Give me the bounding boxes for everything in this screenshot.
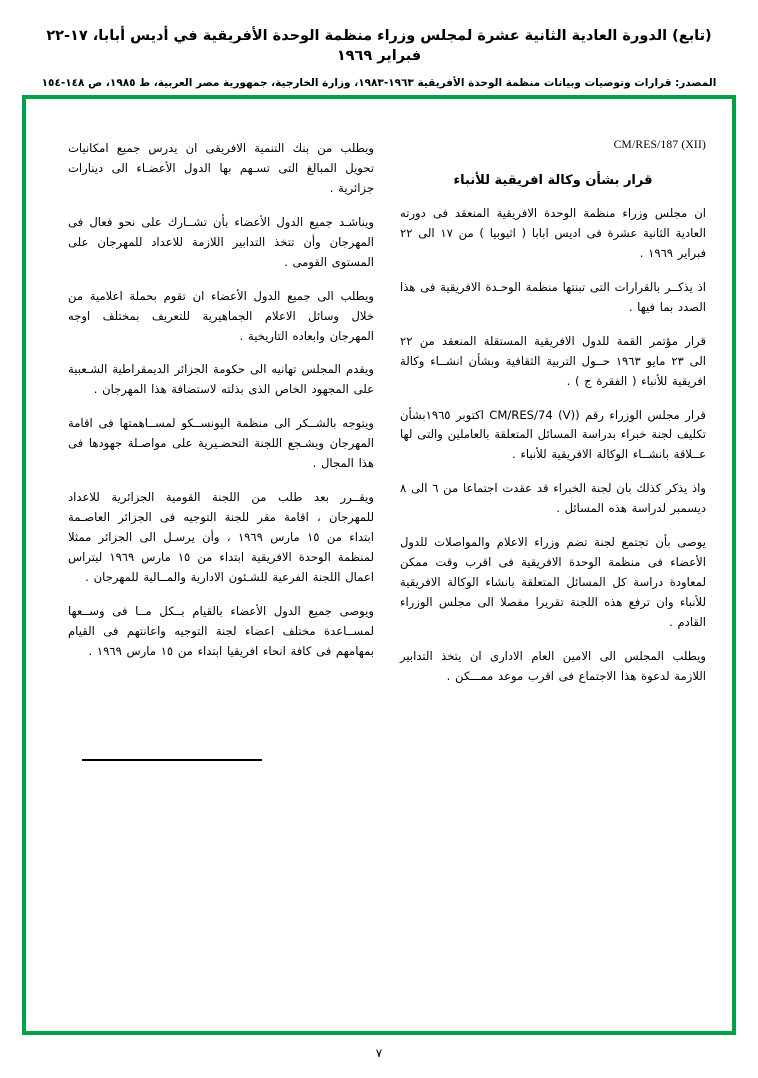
paragraph: يوصى بأن تجتمع لجنة تضم وزراء الاعلام والمواصلات للدول الأعضاء فى منظمة الوحدة الافريقية فى اقرب وقت ممكن لمعاودة دراسة كل المسائل المتعلقة بانشاء الوكالة الافريقية للأنباء وان ترفع هذه اللجنة تقريرا مفصلا الى مجلس الوزراء القادم . bbox=[400, 535, 706, 629]
paragraph: واذ يذكر كذلك بان لجنة الخبراء قد عقدت اجتماعا من ٦ الى ٨ ديسمبر لدراسة هذه المسائل . bbox=[400, 481, 706, 516]
paragraph: ويقــرر بعد طلب من اللجنة القومية الجزائرية للاعداد للمهرجان ، اقامة مقر للجنة التوجيه فى الجزائر العاصـمة ابتداء من ١٥ مارس ١٩٦٩ ، وأن يرسـل الى الجزائر ممثلا لمنظمة الوحدة الافريقية ابتداء من ١٥ مارس ١٩٦٩ ليتراس اعمال اللجنة الفرعية للشـئون الادارية والمــالية للمهرجان . bbox=[68, 490, 374, 584]
paragraph: قرار مؤتمر القمة للدول الافريقية المستقلة المنعقد من ٢٢ الى ٢٣ مايو ١٩٦٣ حــول التربية الثقافية وبشأن انشــاء وكالة افريقية للأنباء ( الفقرة ج ) . bbox=[400, 333, 706, 388]
resolution-code: CM/RES/187 (XII) bbox=[613, 139, 706, 151]
two-column-body bbox=[52, 125, 706, 1011]
page-header bbox=[0, 26, 758, 90]
content-frame bbox=[22, 95, 736, 1035]
header-title: (تابع) الدورة العادية الثانية عشرة لمجلس وزراء منظمة الوحدة الأفريقية في أديس أبابا، ١٧-٢٢ فبراير ١٩٦٩ bbox=[46, 28, 712, 65]
paragraph: ويتوجه بالشــكر الى منظمة اليونســكو لمســاهمتها فى اقامة المهرجان ويشـجع اللجنة التحضـيرية على مواصـلة جهودها فى هذا المجال . bbox=[68, 416, 374, 471]
paragraph: ويقدم المجلس تهانيه الى حكومة الجزائر الديمقراطية الشـعبية على المجهود الخاص الذى بذلته لاستضافة هذا المهرجان . bbox=[68, 362, 374, 397]
paragraph: ويناشـد جميع الدول الأعضاء بأن تشــارك على نحو فعال فى المهرجان وأن تتخذ التدابير اللازمة للاعداد للمهرجان على المستوى القومى . bbox=[68, 214, 374, 269]
paragraph: ويطلب الى جميع الدول الأعضاء ان تقوم بحملة اعلامية من خلال وسائل الاعلام الجماهيرية للتعريف بمختلف اوجه المهرجان وابعاده التاريخية . bbox=[68, 288, 374, 343]
section-divider bbox=[82, 759, 262, 761]
paragraph: ويوصى جميع الدول الأعضاء بالقيام بــكل مــا فى وســعها لمســاعدة مختلف اعضاء لجنة التوجيه واعانتهم فى القيام بمهامهم فى كافة انحاء افريقيا ابتداء من ١٥ مارس ١٩٦٩ . bbox=[68, 603, 374, 658]
header-source: المصدر: قرارات وتوصيات وبيانات منظمة الوحدة الأفريقية ١٩٦٣-١٩٨٣، وزارة الخارجية، جمهورية مصر العربية، ط ١٩٨٥، ص ١٤٨-١٥٤ bbox=[41, 76, 717, 89]
paragraph: ان مجلس وزراء منظمة الوحدة الافريقية المنعقد فى دورته العادية الثانية عشرة فى اديس ابابا ( اثيوبيا ) من ١٧ الى ٢٢ فبراير ١٩٦٩ . bbox=[400, 206, 706, 260]
resolution-title: قرار بشأن وكالة افريقية للأنباء bbox=[453, 173, 653, 188]
paragraph: اذ يذكــر بالقرارات التى تبنتها منظمة الوحـدة الافريقية فى هذا الصدد بما فيها . bbox=[400, 279, 706, 314]
page-number: ٧ bbox=[375, 1046, 383, 1060]
paragraph: قرار مجلس الوزراء رقم (CM/RES/74 (V) اكتوبر ١٩٦٥بشأن تكليف لجنة خبراء بدراسة المسائل المتعلقة بالعاملين والتى لها عــلاقة بانشــاء الوكالة الافريقية للأنباء . bbox=[400, 407, 706, 462]
column-right bbox=[400, 125, 706, 1011]
column-left bbox=[68, 125, 374, 1011]
paragraph: ويطلب المجلس الى الامين العام الادارى ان يتخذ التدابير اللازمة لدعوة هذا الاجتماع فى اقرب موعد ممـــكن . bbox=[400, 648, 706, 683]
paragraph: ويطلب من بنك التنمية الافريقى ان يدرس جميع امكانيات تحويل المبالغ التى تسـهم بها الدول الأعضـاء الى دينارات جزائرية . bbox=[68, 141, 374, 195]
